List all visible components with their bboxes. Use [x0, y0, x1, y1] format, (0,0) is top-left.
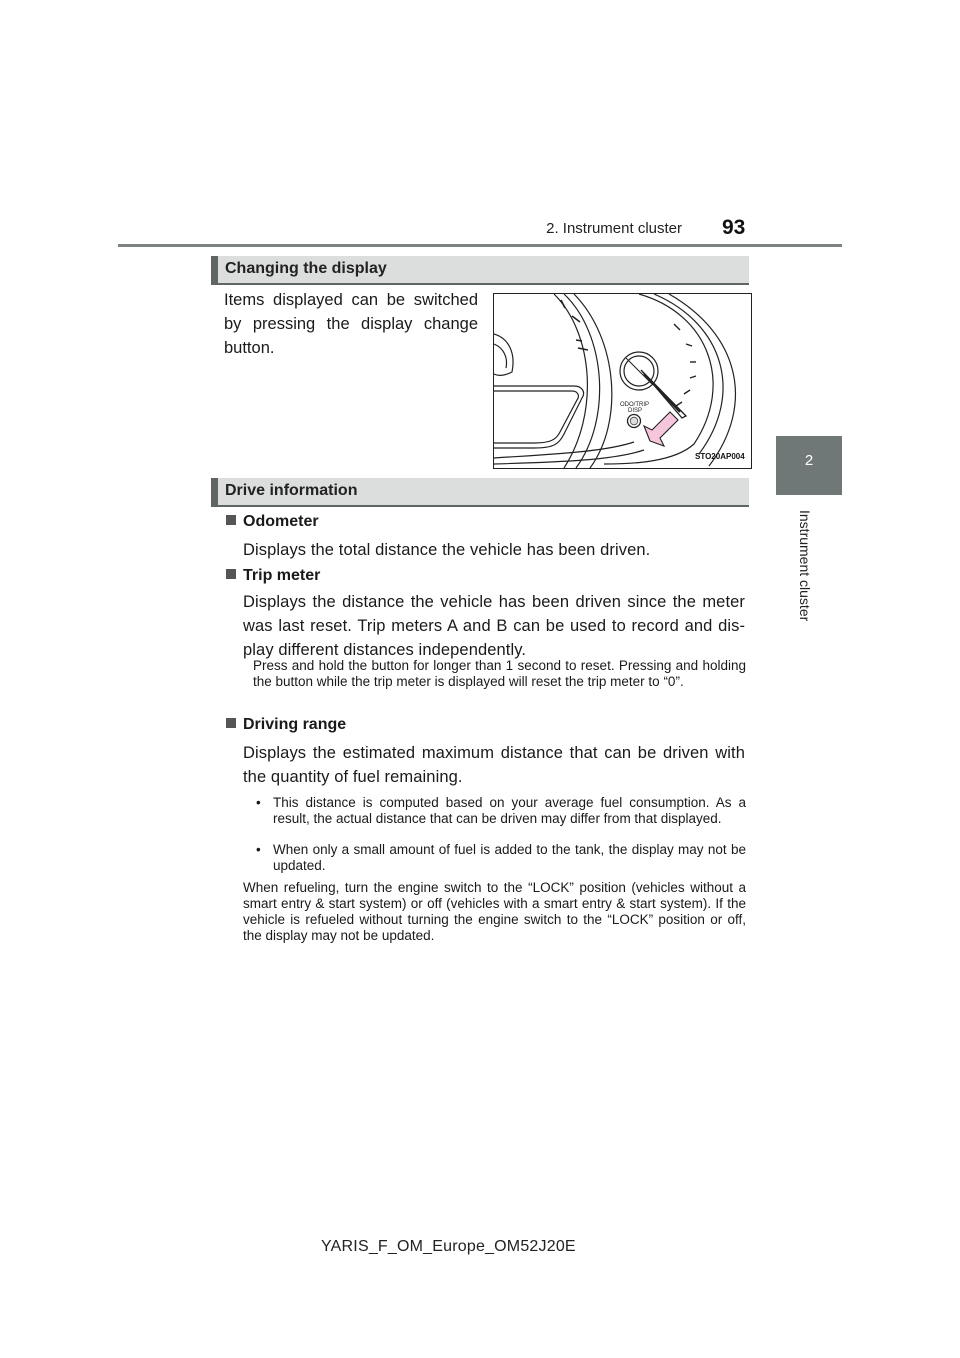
- odo-trip-label: ODO/TRIP: [620, 402, 650, 408]
- cluster-drawing: [494, 294, 751, 468]
- running-header-section: 2. Instrument cluster: [546, 220, 682, 237]
- item-heading-driving-range: Driving range: [226, 716, 346, 734]
- bullet-dot: •: [256, 842, 261, 857]
- bullet-text: When only a small amount of fuel is added to the tank, the display may not be updated.: [273, 842, 746, 873]
- bullet-text: This distance is computed based on your average fuel consumption. As a result, the actual distance that can be driven may differ from that displayed.: [273, 795, 746, 826]
- intro-paragraph: Items displayed can be switched by pressing the display change button.: [224, 291, 478, 357]
- chapter-label: Instrument cluster: [797, 510, 813, 622]
- section-heading-text: Drive information: [225, 482, 358, 499]
- driving-range-note: When refueling, turn the engine switch to the “LOCK” position (vehicles without a smart entry & start system) or off (vehicles with a smart entry & start system). If the vehicle is refueled without turning the engine switch to the “LOCK” position or off, the display may not be updated.: [243, 880, 746, 943]
- section-heading-bar: [211, 478, 218, 505]
- trip-meter-note: Press and hold the button for longer than 1 second to reset. Pressing and holding the button while the trip meter is displayed will reset the trip meter to “0”.: [253, 658, 746, 689]
- item-heading-trip-meter: Trip meter: [226, 567, 320, 585]
- bullet-dot: •: [256, 795, 261, 810]
- square-bullet-icon: [226, 569, 236, 579]
- section-heading-drive-information: [211, 478, 749, 507]
- disp-label: DISP: [628, 408, 643, 414]
- square-bullet-icon: [226, 515, 236, 525]
- list-item: [256, 842, 746, 874]
- trip-meter-text: Displays the distance the vehicle has been driven since the meter was last reset. Trip meters A and B can be used to record and display different distances independently.: [243, 593, 745, 659]
- footer-document-id: YARIS_F_OM_Europe_OM52J20E: [321, 1238, 576, 1255]
- item-heading-odometer: Odometer: [226, 513, 319, 531]
- driving-range-text: Displays the estimated maximum distance that can be driven with the quantity of fuel remaining.: [243, 744, 745, 786]
- list-item: [256, 795, 746, 843]
- page-number: 93: [722, 216, 746, 239]
- square-bullet-icon: [226, 718, 236, 728]
- section-heading-changing-display: [211, 256, 749, 285]
- odometer-text: Displays the total distance the vehicle has been driven.: [243, 541, 651, 559]
- section-heading-text: Changing the display: [225, 260, 387, 277]
- chapter-number: 2: [804, 452, 814, 469]
- illustration-code: STO20AP004: [695, 452, 745, 461]
- instrument-cluster-illustration: [493, 293, 752, 469]
- header-rule: [118, 244, 842, 247]
- section-heading-bar: [211, 256, 218, 283]
